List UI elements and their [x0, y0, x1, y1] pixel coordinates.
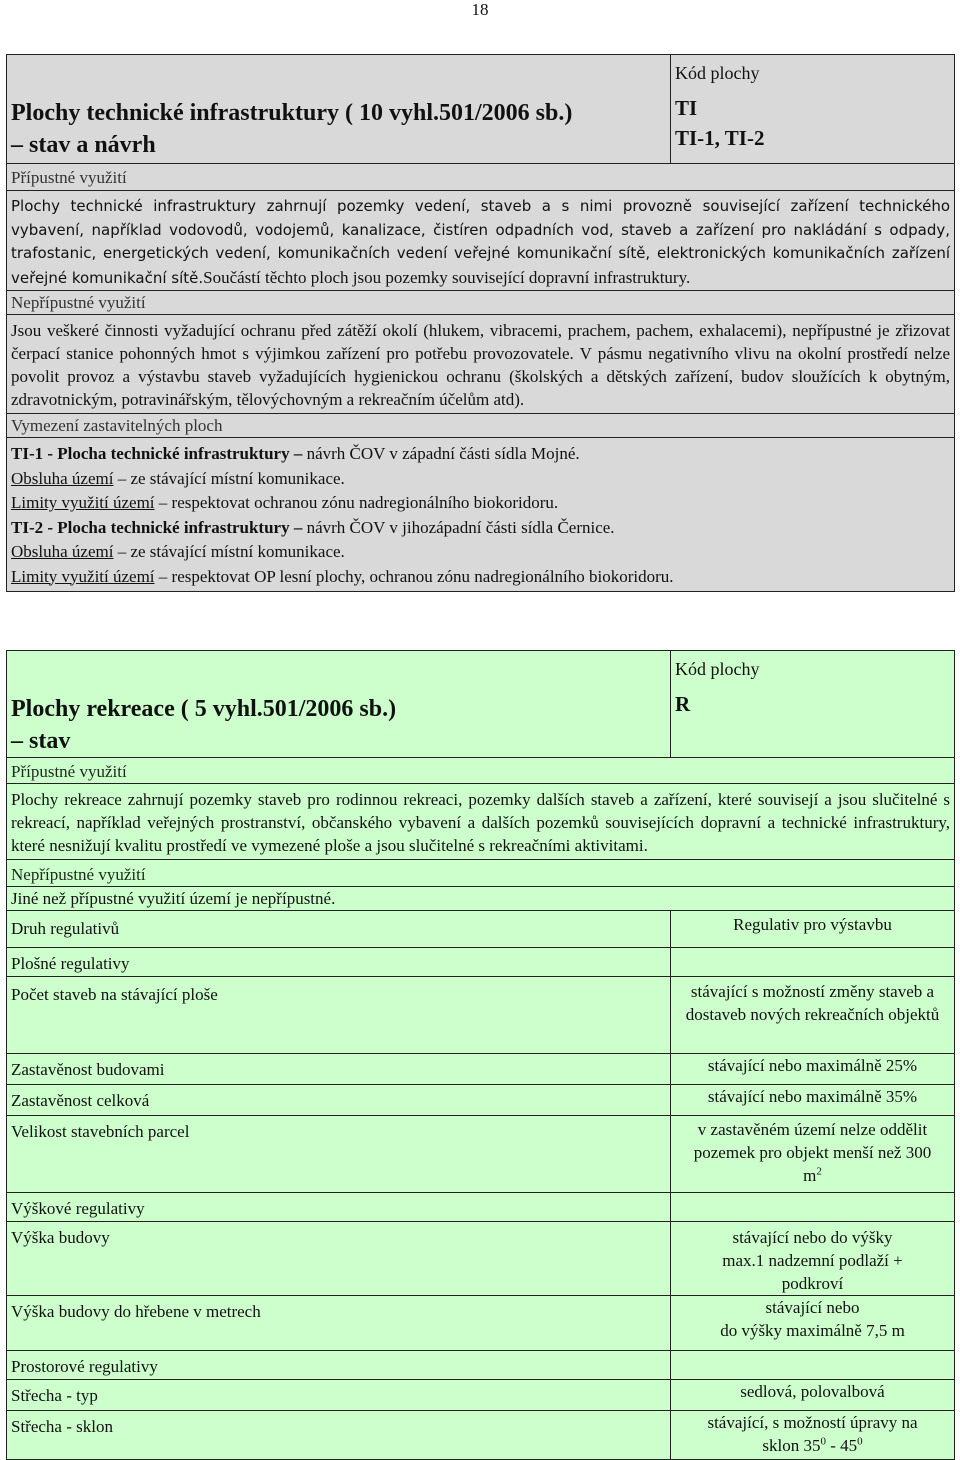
r-area-reg-empty [671, 948, 955, 977]
r-roof-type-value: sedlová, polovalbová [740, 1382, 885, 1401]
ti-permitted-text [11, 195, 950, 290]
r-roof-type-cell [7, 1380, 671, 1411]
r-built-buildings-value: stávající nebo maximálně 25% [707, 1056, 918, 1075]
r-roof-slope-value-cell [671, 1411, 955, 1460]
ti-forbidden-text: Jsou veškeré činnosti vyžadující ochranu před zátěží okolí (hlukem, vibracemi, prachem, pachem, exhalacemi), nepřípustné je zřizovat čerpací stanice pohonných hmot s výjimkou zařízení pro potřebu provozovatele. V pásmu negativního vlivu na okolní prostředí nelze povolit provoz a výstavbu staveb vyžadujících hygienickou ochranu (školských a dětských zařízení, budov sloužících k obytným, zdravotnickým, potravinářským, tělovýchovným a rekreačním účelům atd). [11, 321, 950, 409]
r-reg-header: Regulativ pro výstavbu [733, 915, 892, 934]
r-parcel-size-cell [7, 1116, 671, 1193]
ti-title-cell [7, 55, 671, 164]
r-roof-slope-value1: stávající, s možností úpravy na [707, 1413, 918, 1432]
r-parcel-size-sup: 2 [816, 1165, 822, 1178]
r-permitted-text-cell [7, 784, 955, 860]
r-building-height-value-cell [671, 1222, 955, 1296]
ti-zones-label-cell [7, 414, 955, 438]
r-built-buildings-cell [7, 1054, 671, 1085]
r-roof-slope-max-sup: 0 [857, 1435, 863, 1448]
r-reg-header-cell [671, 911, 955, 948]
ti1-service [11, 467, 950, 492]
ti-permitted-text-main: Plochy technické infrastruktury zahrnují pozemky vedení, staveb a s nimi provozně související zařízení technického vybavení, například vodovodů, vodojemů, kanalizace, čistíren odpadních vod, staveb a zařízení pro nakládání s odpady, trafostanic, energetických vedení, komunikačních vedení veřejné komunikační sítě, elektronických komunikačních zařízení veřejné komunikační sítě. [11, 197, 950, 287]
ti1-limits-text: – respektovat ochranou zónu nadregionálního biokoridoru. [154, 493, 559, 512]
r-forbidden-label-cell [7, 860, 955, 887]
ti-permitted-text-tail: Součástí těchto ploch jsou pozemky související dopravní infrastruktury. [203, 267, 691, 287]
ti1-service-label: Obsluha území [11, 468, 114, 488]
r-ridge-height-value2: do výšky maximálně 7,5 m [720, 1321, 905, 1340]
r-permitted-text: Plochy rekreace zahrnují pozemky staveb pro rodinnou rekreaci, pozemky dalších staveb a zařízení, které souvisejí a jsou slučitelné s rekreací, například veřejných prostranství, občanského vybavení a dalších pozemků souvisejících dopravní a technické infrastruktury, které nesnižují kvalitu prostředí ve vymezené ploše a jsou slučitelné s rekreačními aktivitami. [11, 790, 950, 855]
r-built-total-label: Zastavěnost celková [11, 1091, 150, 1110]
r-roof-type-value-cell [671, 1380, 955, 1411]
ti-forbidden-label-cell [7, 291, 955, 315]
ti-zones-cell [7, 438, 955, 592]
r-ridge-height-value-cell [671, 1296, 955, 1351]
page-number: 18 [471, 0, 489, 19]
r-title-cell [7, 651, 671, 758]
r-code-cell [671, 651, 955, 758]
r-reg-type-cell [7, 911, 671, 948]
ti-code-label: Kód plochy [675, 63, 760, 83]
r-building-height-cell [7, 1222, 671, 1296]
table-recreation [6, 650, 955, 1460]
ti-permitted-text-cell [7, 191, 955, 291]
r-code-value: R [675, 692, 691, 716]
r-spatial-reg-label: Prostorové regulativy [11, 1357, 158, 1376]
ti2-service-text: – ze stávající místní komunikace. [113, 542, 345, 561]
r-forbidden-text-cell [7, 887, 955, 911]
r-roof-type-label: Střecha - typ [11, 1386, 98, 1405]
r-roof-slope-max: - 45 [825, 1436, 858, 1455]
r-roof-slope-min: sklon 35 [762, 1436, 821, 1455]
r-building-height-value: stávající nebo do výšky max.1 nadzemní podlaží + podkroví [722, 1228, 903, 1293]
r-area-reg-label: Plošné regulativy [11, 954, 130, 973]
ti2-heading [11, 516, 950, 541]
r-parcel-size-value-cell [671, 1116, 955, 1193]
r-title-line1: Plochy rekreace ( 5 vyhl.501/2006 sb.) [11, 696, 397, 722]
r-permitted-label: Přípustné využití [11, 762, 127, 781]
r-parcel-size-label: Velikost stavebních parcel [11, 1122, 190, 1141]
r-built-buildings-label: Zastavěnost budovami [11, 1060, 165, 1079]
r-permitted-label-cell [7, 758, 955, 784]
ti-code-cell [671, 55, 955, 164]
r-ridge-height-label: Výška budovy do hřebene v metrech [11, 1302, 261, 1321]
r-built-total-cell [7, 1085, 671, 1116]
r-count-cell [7, 977, 671, 1054]
ti2-description: návrh ČOV v jihozápadní části sídla Černice. [302, 517, 615, 537]
r-building-height-label: Výška budovy [11, 1228, 110, 1247]
r-roof-slope-label: Střecha - sklon [11, 1417, 113, 1436]
ti1-service-text: – ze stávající místní komunikace. [113, 468, 345, 488]
ti1-name: TI-1 - Plocha technické infrastruktury – [11, 444, 303, 463]
r-reg-type-label: Druh regulativů [11, 919, 120, 938]
ti2-limits [11, 565, 950, 590]
r-count-value: stávající s možností změny staveb a dostaveb nových rekreačních objektů [685, 982, 940, 1024]
ti-code-value-list: TI-1, TI-2 [675, 126, 765, 150]
ti-forbidden-label: Nepřípustné využití [11, 293, 146, 312]
table-technical-infrastructure [6, 54, 955, 592]
r-parcel-size-text: v zastavěném území nelze oddělit pozemek pro objekt menší než 300 m [693, 1120, 932, 1185]
ti2-limits-text: – respektovat OP lesní plochy, ochranou zónu nadregionálního biokoridoru. [154, 566, 674, 586]
r-area-reg-cell [7, 948, 671, 977]
ti-title-line1: Plochy technické infrastruktury ( 10 vyhl.501/2006 sb.) [11, 100, 573, 126]
r-code-label: Kód plochy [675, 659, 760, 679]
r-height-reg-label: Výškové regulativy [11, 1199, 145, 1218]
r-title-line2: – stav [11, 728, 71, 754]
ti1-limits-label: Limity využití území [11, 493, 155, 512]
ti1-limits [11, 491, 950, 516]
ti2-service [11, 540, 950, 565]
ti1-description: návrh ČOV v západní části sídla Mojné. [302, 444, 580, 463]
r-forbidden-text: Jiné než přípustné využití území je nepřípustné. [11, 889, 336, 908]
r-roof-slope-value2 [675, 1434, 950, 1457]
r-built-total-value-cell [671, 1085, 955, 1116]
r-ridge-height-value1: stávající nebo [765, 1298, 860, 1317]
r-height-reg-cell [7, 1193, 671, 1222]
ti-permitted-label-cell [7, 164, 955, 191]
ti-title-line2: – stav a návrh [11, 132, 156, 158]
ti-forbidden-text-cell [7, 315, 955, 414]
r-spatial-reg-empty [671, 1351, 955, 1380]
r-roof-slope-cell [7, 1411, 671, 1460]
ti2-limits-label: Limity využití území [11, 566, 155, 586]
r-ridge-height-cell [7, 1296, 671, 1351]
r-built-buildings-value-cell [671, 1054, 955, 1085]
r-count-value-cell [671, 977, 955, 1054]
r-spatial-reg-cell [7, 1351, 671, 1380]
r-height-reg-empty [671, 1193, 955, 1222]
r-roof-slope-min-sup: 0 [820, 1435, 826, 1448]
ti2-name: TI-2 - Plocha technické infrastruktury – [11, 517, 303, 537]
ti2-service-label: Obsluha území [11, 542, 114, 561]
r-forbidden-label: Nepřípustné využití [11, 865, 146, 884]
r-parcel-size-value [683, 1118, 942, 1187]
r-built-total-value: stávající nebo maximálně 35% [707, 1087, 918, 1106]
ti-code-value: TI [675, 96, 698, 120]
ti-permitted-label: Přípustné využití [11, 168, 127, 187]
r-count-label: Počet staveb na stávající ploše [11, 985, 218, 1004]
ti-zones-label: Vymezení zastavitelných ploch [11, 416, 223, 435]
ti1-heading [11, 442, 950, 467]
